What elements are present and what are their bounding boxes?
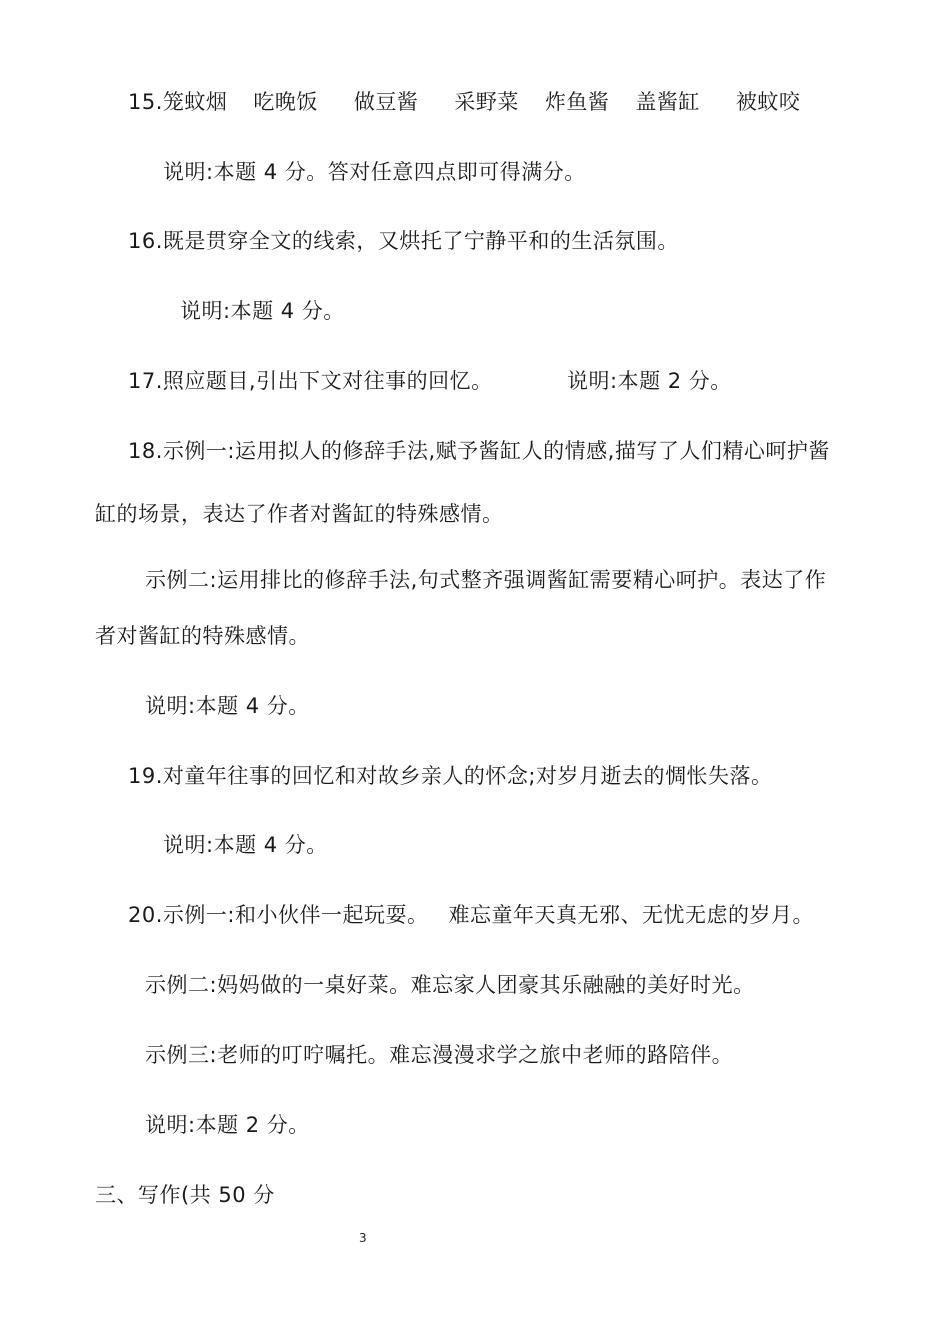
q17-note: 说明:本题 2 分。 [567, 369, 732, 393]
q15-item: 炸鱼酱 [544, 90, 610, 114]
q20-example1-a: 20.示例一:和小伙伴一起玩耍。 [128, 903, 429, 927]
section-heading-writing: 三、写作(共 50 分 [95, 1183, 275, 1207]
q20-example2: 示例二:妈妈做的一桌好菜。难忘家人团豪其乐融融的美好时光。 [145, 973, 755, 997]
q20-note: 说明:本题 2 分。 [145, 1113, 310, 1137]
q15-note: 说明:本题 4 分。答对任意四点即可得满分。 [163, 160, 586, 184]
q15-number: 15. [128, 90, 163, 114]
q20-example3: 示例三:老师的叮咛嘱托。难忘漫漫求学之旅中老师的路陪伴。 [145, 1043, 734, 1067]
q20-example1 [128, 901, 814, 929]
q19-note: 说明:本题 4 分。 [163, 833, 328, 857]
q15-item: 做豆酱 [353, 90, 419, 114]
q17-answer: 17.照应题目,引出下文对往事的回忆。 [128, 369, 493, 393]
q18-example2-line2: 者对酱缸的特殊感情。 [95, 624, 310, 648]
page-number: 3 [359, 1231, 367, 1245]
q15-item: 被蚊咬 [735, 90, 801, 114]
q15-item: 盖酱缸 [635, 90, 700, 114]
q18-example1-line2: 缸的场景，表达了作者对酱缸的特殊感情。 [95, 502, 504, 526]
q15-item: 采野菜 [454, 90, 519, 114]
q15-item: 吃晚饭 [253, 90, 318, 114]
q15-item: 笼蚊烟 [162, 90, 228, 114]
q20-example1-b: 难忘童年天真无邪、无忧无虑的岁月。 [448, 903, 814, 927]
q18-example1-line1: 18.示例一:运用拟人的修辞手法,赋予酱缸人的情感,描写了人们精心呵护酱 [128, 439, 830, 463]
q18-note: 说明:本题 4 分。 [145, 694, 310, 718]
q19-answer: 19.对童年往事的回忆和对故乡亲人的怀念;对岁月逝去的惆怅失落。 [128, 764, 773, 788]
q16-answer: 16.既是贯穿全文的线索，又烘托了宁静平和的生活氛围。 [128, 229, 679, 253]
q18-example2-line1: 示例二:运用排比的修辞手法,句式整齐强调酱缸需要精心呵护。表达了作 [145, 568, 827, 592]
q16-note: 说明:本题 4 分。 [180, 299, 345, 323]
q15-line [128, 88, 800, 116]
